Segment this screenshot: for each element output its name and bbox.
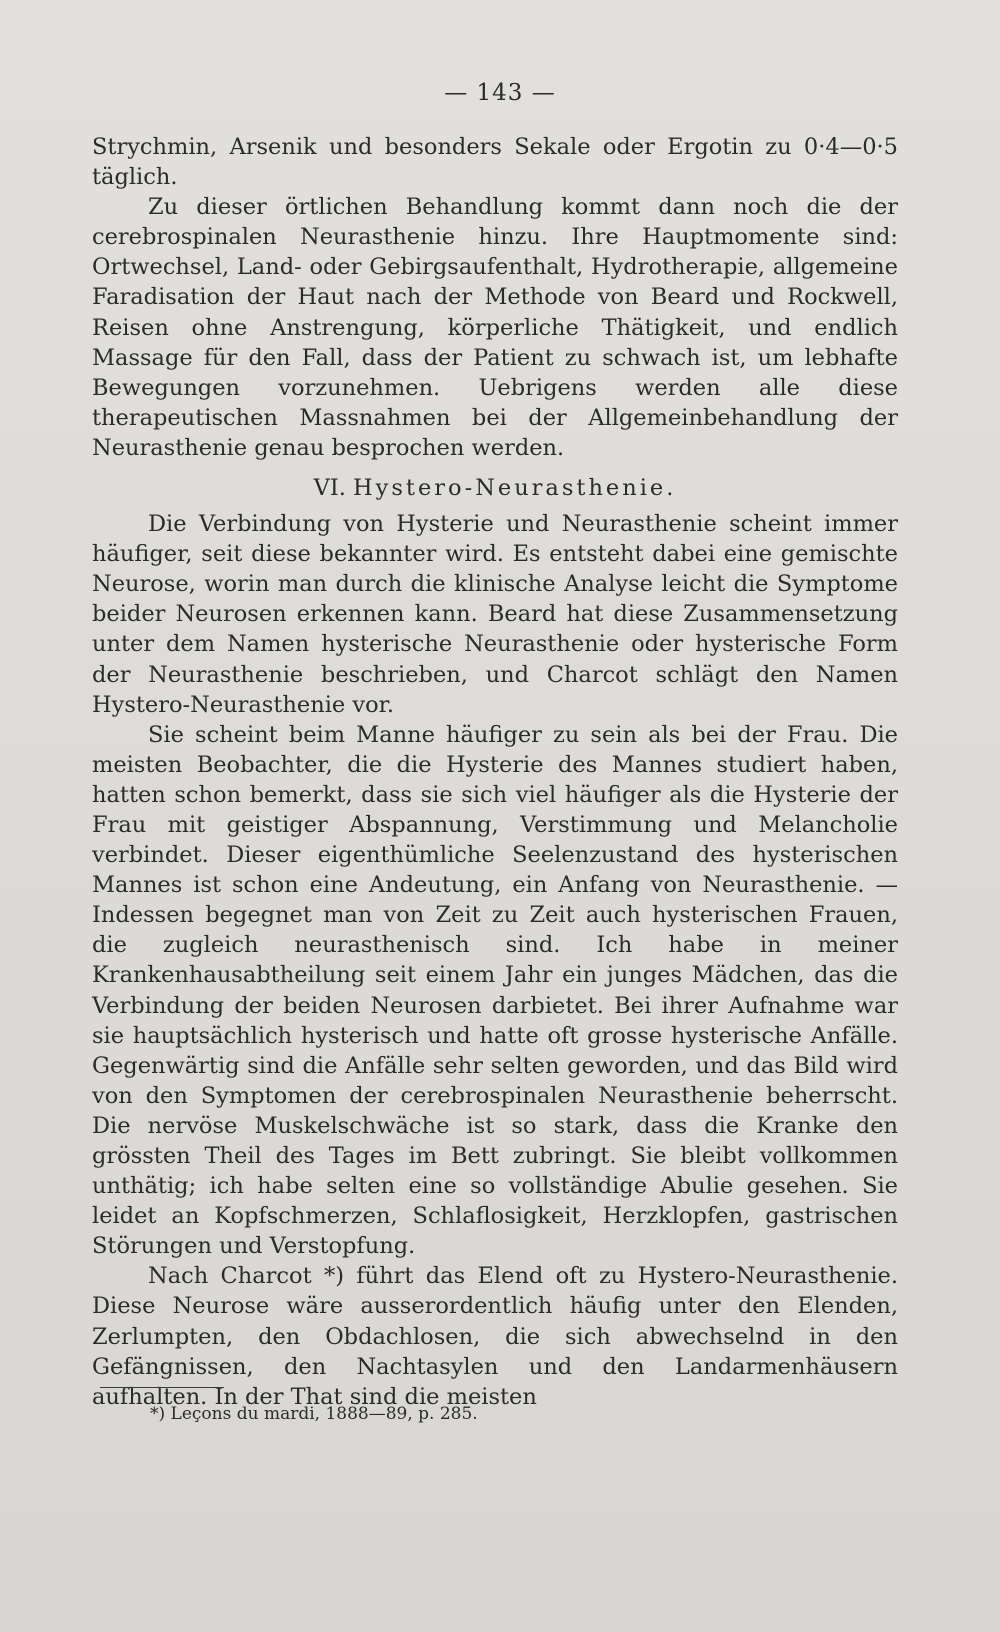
footnote: *) Leçons du mardi, 1888—89, p. 285. xyxy=(150,1404,478,1424)
section-heading xyxy=(92,473,898,503)
section-title: Hystero-Neurasthenie. xyxy=(353,475,677,502)
paragraph-charcot: Nach Charcot *) führt das Elend oft zu Hystero-Neurasthenie. Diese Neurose wäre ausserordentlich häufig unter den Elenden, Zerlumpten, den Obdachlosen, die sich abwechselnd in den Gefängnissen, den Nachtasylen und den Landarmenhäusern aufhalten. In der That sind die meisten xyxy=(92,1263,898,1410)
page-number: — 143 — xyxy=(444,80,556,106)
paragraph-combination: Die Verbindung von Hysterie und Neurasthenie scheint immer häufiger, seit diese bekannter wird. Es entsteht dabei eine gemischte Neurose, worin man durch die klinische Analyse leicht die Symptome beider Neurosen erkennen kann. Beard hat diese Zusammensetzung unter dem Namen hysterische Neurasthenie oder hysterische Form der Neurasthenie beschrieben, und Charcot schlägt den Namen Hystero-Neurasthenie vor. xyxy=(92,511,898,718)
paragraph-continuation: Strychmin, Arsenik und besonders Sekale oder Ergotin zu 0·4—0·5 täglich. xyxy=(92,134,898,191)
footnote-rule xyxy=(100,1387,224,1388)
paragraph-men-women: Sie scheint beim Manne häufiger zu sein als bei der Frau. Die meisten Beobachter, die die Hysterie des Mannes studiert haben, hatten schon bemerkt, dass sie sich viel häufiger als die Hysterie der Frau mit geistiger Abspannung, Verstimmung und Melancholie verbindet. Dieser eigenthümliche Seelenzustand des hysterischen Mannes ist schon eine Andeutung, ein Anfang von Neurasthenie. — Indessen begegnet man von Zeit zu Zeit auch hysterischen Frauen, die zugleich neurasthenisch sind. Ich habe in meiner Krankenhausabtheilung seit einem Jahr ein junges Mädchen, das die Verbindung der beiden Neurosen darbietet. Bei ihrer Aufnahme war sie hauptsächlich hysterisch und hatte oft grosse hysterische Anfälle. Gegenwärtig sind die Anfälle sehr selten geworden, und das Bild wird von den Symptomen der cerebrospinalen Neurasthenie beherrscht. Die nervöse Muskelschwäche ist so stark, dass die Kranke den grössten Theil des Tages im Bett zubringt. Sie bleibt vollkommen unthätig; ich habe selten eine so vollständige Abulie gesehen. Sie leidet an Kopfschmerzen, Schlaflosigkeit, Herzklopfen, gastrischen Störungen und Verstopfung. xyxy=(92,721,898,1260)
section-number: VI. xyxy=(313,475,346,502)
paragraph-treatment: Zu dieser örtlichen Behandlung kommt dann noch die der cerebrospinalen Neurasthenie hinzu. Ihre Hauptmomente sind: Ortwechsel, Land- oder Gebirgsaufenthalt, Hydrotherapie, allgemeine Faradisation der Haut nach der Methode von Beard und Rockwell, Reisen ohne Anstrengung, körperliche Thätigkeit, und endlich Massage für den Fall, dass der Patient zu schwach ist, um lebhafte Bewegungen vorzunehmen. Uebrigens werden alle diese therapeutischen Massnahmen bei der Allgemeinbehandlung der Neurasthenie genau besprochen werden. xyxy=(92,194,898,461)
body-text xyxy=(92,132,898,1412)
